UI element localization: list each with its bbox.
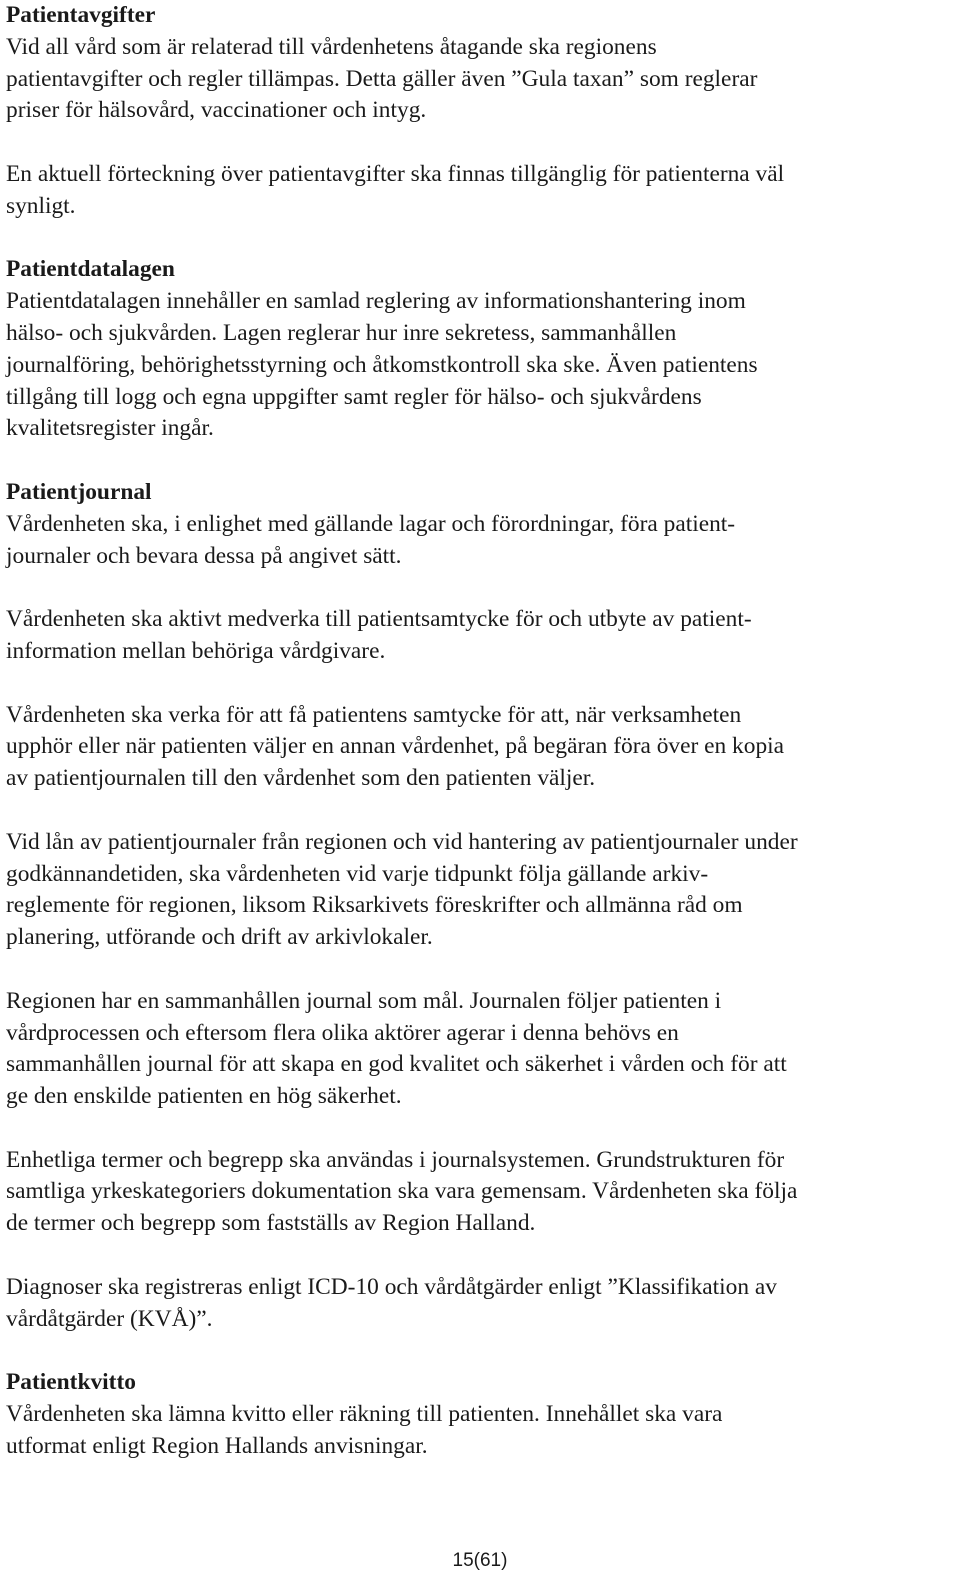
text-line: av patientjournalen till den vårdenhet som den patienten väljer. bbox=[6, 765, 596, 792]
section-patientkvitto bbox=[6, 1367, 954, 1462]
text-line: utformat enligt Region Hallands anvisningar. bbox=[6, 1432, 428, 1459]
text-line: vårdåtgärder (KVÅ)”. bbox=[6, 1305, 213, 1332]
text-line: godkännandetiden, ska vårdenheten vid varje tidpunkt följa gällande arkiv- bbox=[6, 860, 709, 887]
text-line: Vårdenheten ska lämna kvitto eller räkning till patienten. Innehållet ska vara bbox=[6, 1401, 723, 1428]
paragraph-patientjournal-1 bbox=[6, 509, 954, 573]
text-line: synligt. bbox=[6, 192, 76, 219]
paragraph-patientjournal-4 bbox=[6, 827, 954, 954]
paragraph-patientjournal-6 bbox=[6, 1145, 954, 1240]
text-line: vårdprocessen och eftersom flera olika aktörer agerar i denna behövs en bbox=[6, 1019, 679, 1046]
heading-patientjournal: Patientjournal bbox=[6, 478, 152, 505]
text-line: En aktuell förteckning över patientavgifter ska finnas tillgänglig för patienterna väl bbox=[6, 160, 785, 187]
text-line: Patientdatalagen innehåller en samlad reglering av informationshantering inom bbox=[6, 288, 746, 315]
text-line: tillgång till logg och egna uppgifter samt regler för hälso- och sjukvårdens bbox=[6, 383, 702, 410]
text-line: Vårdenheten ska aktivt medverka till patientsamtycke för och utbyte av patient- bbox=[6, 606, 752, 633]
text-line: sammanhållen journal för att skapa en god kvalitet och säkerhet i vården och för att bbox=[6, 1051, 787, 1078]
text-line: Vårdenheten ska verka för att få patientens samtycke för att, när verksamheten bbox=[6, 701, 742, 728]
text-line: upphör eller när patienten väljer en annan vårdenhet, på begäran föra över en kopia bbox=[6, 733, 785, 760]
document-page bbox=[6, 0, 954, 1463]
text-line: Enhetliga termer och begrepp ska användas i journalsystemen. Grundstrukturen för bbox=[6, 1146, 785, 1173]
text-line: journalföring, behörighetsstyrning och åtkomstkontroll ska ske. Även patientens bbox=[6, 351, 758, 378]
text-line: Vid lån av patientjournaler från regionen och vid hantering av patientjournaler under bbox=[6, 828, 798, 855]
section-patientavgifter bbox=[6, 0, 954, 223]
section-patientjournal bbox=[6, 477, 954, 1336]
text-line: patientavgifter och regler tillämpas. Detta gäller även ”Gula taxan” som reglerar bbox=[6, 65, 758, 92]
text-line: de termer och begrepp som fastställs av Region Halland. bbox=[6, 1210, 536, 1237]
section-patientdatalagen bbox=[6, 254, 954, 445]
paragraph-patientkvitto-1 bbox=[6, 1399, 954, 1463]
page-number: 15(61) bbox=[452, 1550, 508, 1571]
text-line: reglemente för regionen, liksom Riksarkivets föreskrifter och allmänna råd om bbox=[6, 892, 743, 919]
text-line: samtliga yrkeskategoriers dokumentation ska vara gemensam. Vårdenheten ska följa bbox=[6, 1178, 798, 1205]
text-line: journaler och bevara dessa på angivet sätt. bbox=[6, 542, 402, 569]
paragraph-patientavgifter-2 bbox=[6, 159, 954, 223]
text-line: planering, utförande och drift av arkivlokaler. bbox=[6, 924, 433, 951]
heading-patientdatalagen: Patientdatalagen bbox=[6, 256, 175, 283]
text-line: information mellan behöriga vårdgivare. bbox=[6, 637, 386, 664]
paragraph-patientavgifter-1 bbox=[6, 32, 954, 127]
text-line: Regionen har en sammanhållen journal som mål. Journalen följer patienten i bbox=[6, 987, 722, 1014]
paragraph-patientjournal-5 bbox=[6, 986, 954, 1113]
paragraph-patientjournal-3 bbox=[6, 700, 954, 795]
heading-patientkvitto: Patientkvitto bbox=[6, 1369, 136, 1396]
text-line: Diagnoser ska registreras enligt ICD-10 och vårdåtgärder enligt ”Klassifikation av bbox=[6, 1273, 777, 1300]
text-line: ge den enskilde patienten en hög säkerhet. bbox=[6, 1083, 402, 1110]
paragraph-patientjournal-2 bbox=[6, 604, 954, 668]
text-line: Vid all vård som är relaterad till vårdenhetens åtagande ska regionens bbox=[6, 33, 657, 60]
text-line: hälso- och sjukvården. Lagen reglerar hur inre sekretess, sammanhållen bbox=[6, 319, 677, 346]
paragraph-patientdatalagen-1 bbox=[6, 286, 954, 445]
heading-patientavgifter: Patientavgifter bbox=[6, 2, 156, 28]
text-line: kvalitetsregister ingår. bbox=[6, 415, 214, 442]
paragraph-patientjournal-7 bbox=[6, 1272, 954, 1336]
text-line: Vårdenheten ska, i enlighet med gällande lagar och förordningar, föra patient- bbox=[6, 510, 736, 537]
text-line: priser för hälsovård, vaccinationer och intyg. bbox=[6, 97, 427, 124]
